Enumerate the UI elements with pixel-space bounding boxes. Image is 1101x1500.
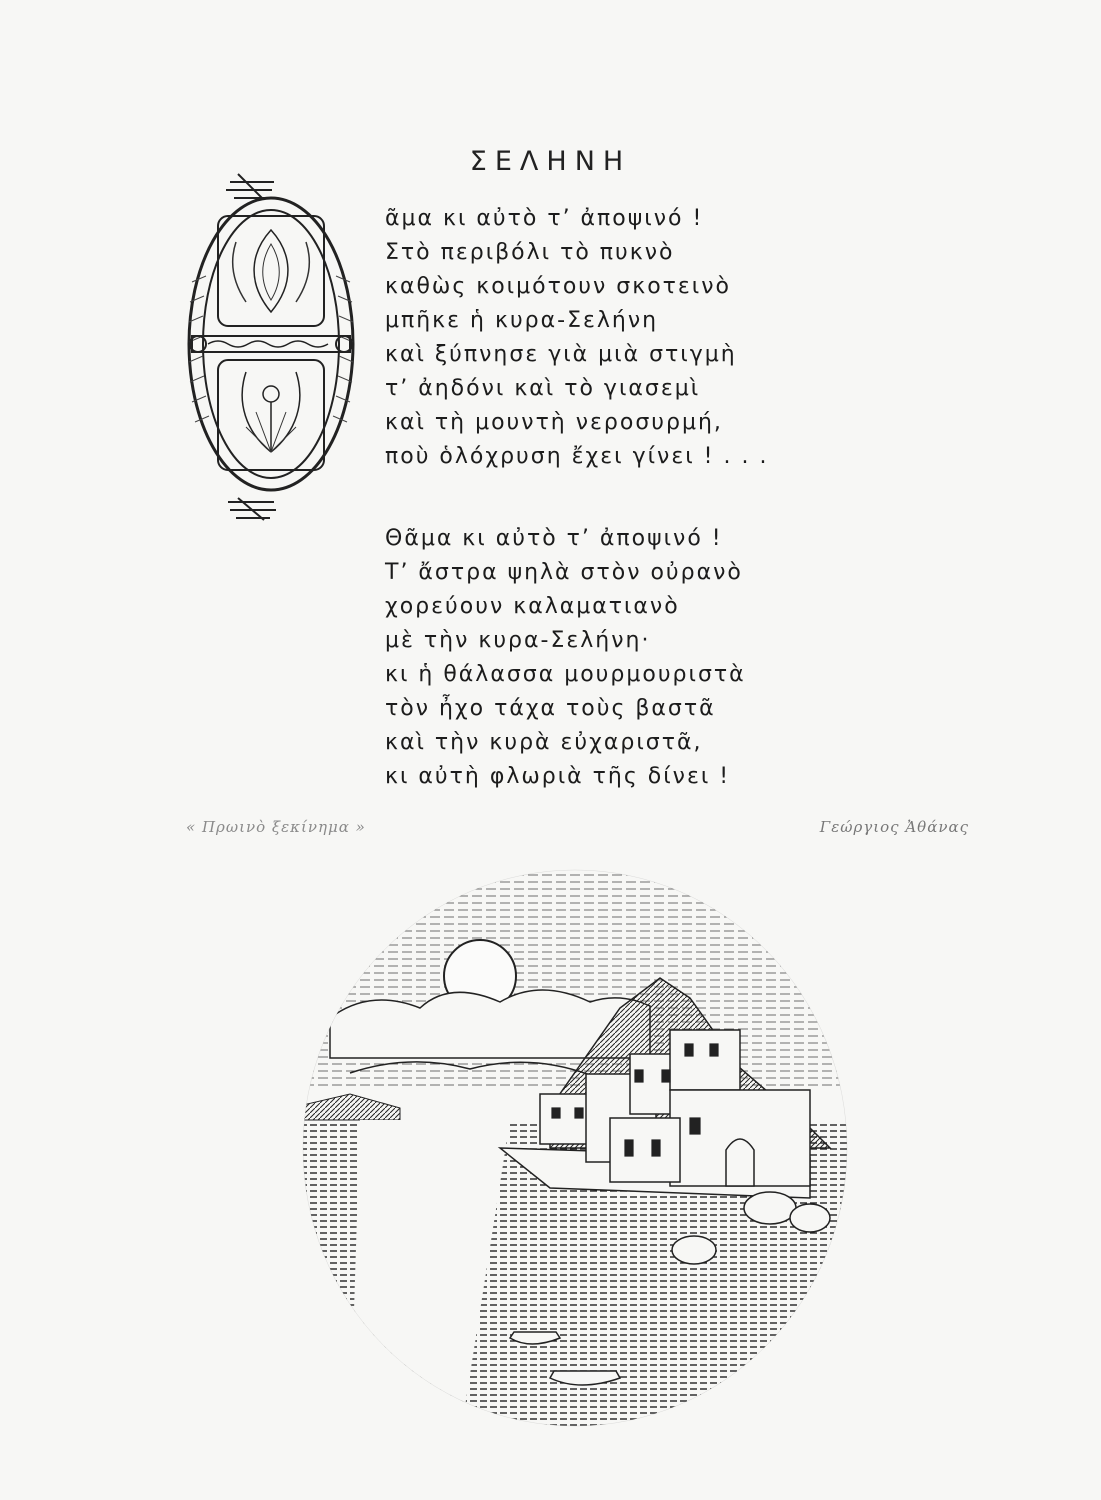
verse-line: μὲ τὴν κυρα-Σελήνη· xyxy=(385,628,651,653)
verse-line: τ’ ἀηδόνι καὶ τὸ γιασεμὶ xyxy=(385,376,701,401)
verse-line: καὶ τὴν κυρὰ εὐχαριστᾶ, xyxy=(385,730,703,755)
decorated-drop-cap xyxy=(176,172,366,522)
author-name: Γεώργιος Ἀθάνας xyxy=(819,818,969,836)
verse-line: χορεύουν καλαματιανὸ xyxy=(385,594,680,619)
verse-line: μπῆκε ἡ κυρα-Σελήνη xyxy=(385,308,659,333)
verse-line: τὸν ἦχο τάχα τοὺς βαστᾶ xyxy=(385,696,716,721)
verse-line: κι αὐτὴ φλωριὰ τῆς δίνει ! xyxy=(385,764,731,789)
moonlit-harbor-illustration xyxy=(290,858,860,1438)
verse-line: καὶ ξύπνησε γιὰ μιὰ στιγμὴ xyxy=(385,342,737,367)
poem-title: ΣΕΛΗΝΗ xyxy=(469,146,632,177)
verse-line: ποὺ ὁλόχρυση ἔχει γίνει ! . . . xyxy=(385,444,769,469)
verse-line: καὶ τὴ μουντὴ νεροσυρμή, xyxy=(385,410,723,435)
verse-line: Τ’ ἄστρα ψηλὰ στὸν οὐρανὸ xyxy=(385,560,743,585)
source-caption: « Πρωινὸ ξεκίνημα » xyxy=(186,818,366,836)
stanza-2 xyxy=(385,522,746,794)
verse-line: κι ἡ θάλασσα μουρμουριστὰ xyxy=(385,662,746,687)
stanza-1 xyxy=(385,202,768,474)
verse-line: καθὼς κοιμότουν σκοτεινὸ xyxy=(385,274,731,299)
verse-line: Θᾶμα κι αὐτὸ τ’ ἀποψινό ! xyxy=(385,526,723,551)
verse-line: Στὸ περιβόλι τὸ πυκνὸ xyxy=(385,240,675,265)
verse-line: ᾶμα κι αὐτὸ τ’ ἀποψινό ! xyxy=(385,206,704,231)
